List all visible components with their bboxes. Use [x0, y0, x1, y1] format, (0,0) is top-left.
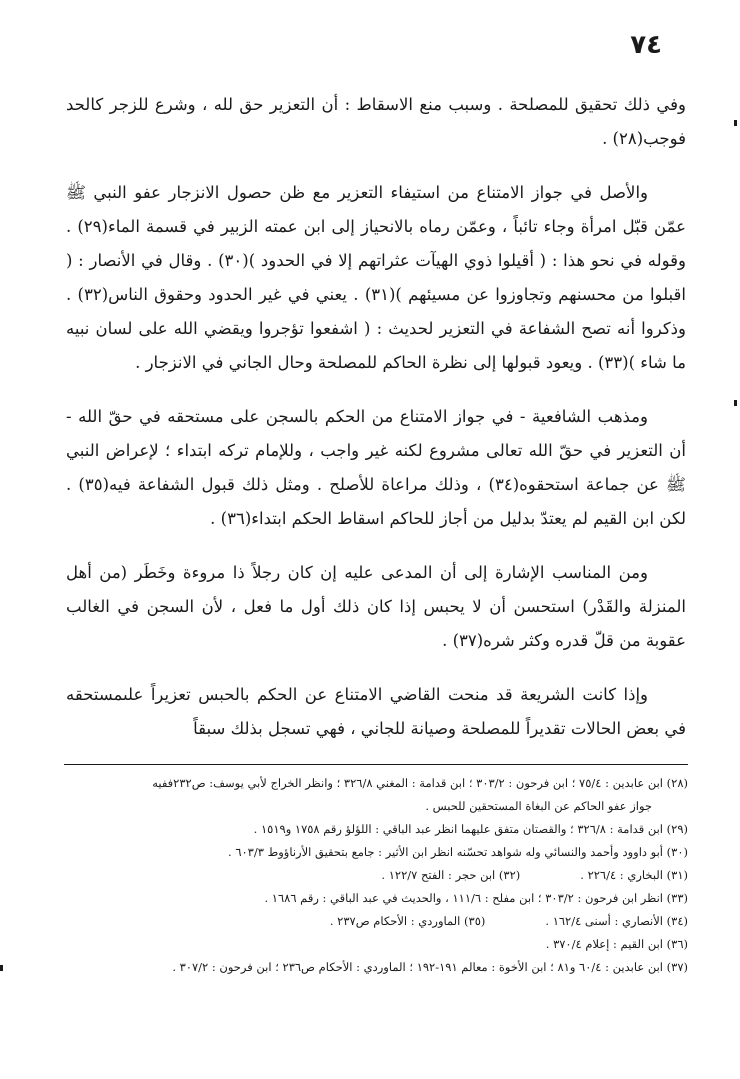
- footnote: جواز عفو الحاكم عن البغاة المستحقين للحبس .: [425, 799, 652, 813]
- paragraph: والأصل في جواز الامتناع من استيفاء التعزير مع ظن حصول الانزجار عفو النبي ﷺ عمّن قبّل امرأة وجاء تائباً ، وعمّن رماه بالانحياز إلى ابن عمته الزبير في قسمة الماء(٢٩) . وقوله في نحو هذا : ( أقيلوا ذوي الهيآت عثراتهم إلا في الحدود )(٣٠) . وقال في الأنصار : ( اقبلوا من محسنهم وتجاوزوا عن مسيئهم )(٣١) . يعني في غير الحدود وحقوق الناس(٣٢) . وذكروا أنه تصح الشفاعة في التعزير لحديث : ( اشفعوا تؤجروا ويقضي الله على لسان نبيه ما شاء )(٣٣) . ويعود قبولها إلى نظرة الحاكم للمصلحة وحال الجاني في الانزجار .: [66, 183, 686, 372]
- footnotes: [66, 772, 688, 979]
- footnote: (٢٨) ابن عابدين : ٧٥/٤ ؛ ابن فرحون : ٣٠٣/٢ ؛ ابن قدامة : المغني ٣٢٦/٨ ؛ وانظر الخراج لأبي يوسف: ص٢٣٢ففيه: [152, 776, 688, 790]
- scan-edge-mark: [734, 400, 737, 406]
- paragraph: وإذا كانت الشريعة قد منحت القاضي الامتناع عن الحكم بالحبس تعزيراً علىمستحقه في بعض الحالات تقديراً للمصلحة وصيانة للجاني ، فهي تسجل بذلك سبقاً: [66, 685, 686, 738]
- footnote: (٢٩) ابن قدامة : ٣٢٦/٨ ؛ والقصتان متفق عليهما انظر عبد الباقي : اللؤلؤ رقم ١٧٥٨ و١٥١٩ .: [253, 822, 688, 836]
- footnote: (٣٢) ابن حجر : الفتح ١٢٢/٧ .: [381, 868, 521, 882]
- paragraph: وفي ذلك تحقيق للمصلحة . وسبب منع الاسقاط : أن التعزير حق لله ، وشرع للزجر كالحد فوجب(٢٨) .: [66, 95, 686, 148]
- footnote: (٣١) البخاري : ٢٢٦/٤ .: [580, 868, 688, 882]
- footnote-row: [66, 864, 688, 887]
- footnote: (٣٣) انظر ابن فرحون : ٣٠٣/٢ ؛ ابن مفلح : ١١١/٦ ، والحديث في عبد الباقي : رقم ١٦٨٦ .: [264, 891, 688, 905]
- footnote-divider: [64, 764, 688, 765]
- paragraph: ومذهب الشافعية - في جواز الامتناع من الحكم بالسجن على مستحقه في حقّ الله - أن التعزير في حقّ الله تعالى مشروع لكنه غير واجب ، وللإمام تركه ابتداء ؛ لإعراض النبي ﷺ عن جماعة استحقوه(٣٤) ، وذلك مراعاة للأصلح . ومثل ذلك قبول الشفاعة فيه(٣٥) . لكن ابن القيم لم يعتدّ بدليل من أجاز للحاكم اسقاط الحكم ابتداء(٣٦) .: [66, 407, 686, 528]
- footnote: (٣٤) الأنصاري : أسنى ١٦٢/٤ .: [545, 914, 688, 928]
- footnote: (٣٦) ابن القيم : إعلام ٣٧٠/٤ .: [545, 937, 688, 951]
- footnote: (٣٠) أبو داوود وأحمد والنسائي وله شواهد تحسّنه انظر ابن الأثير : جامع بتحقيق الأرناؤوط ٦٠٣/٣ .: [228, 845, 688, 859]
- paragraph: ومن المناسب الإشارة إلى أن المدعى عليه إن كان رجلاً ذا مروءة وخَطَر (من أهل المنزلة والقَدْر) استحسن أن لا يحبس إذا كان ذلك أول ما فعل ، لأن السجن في الغالب عقوبة من قلّ قدره وكثر شره(٣٧) .: [66, 563, 686, 650]
- page-number: ٧٤: [630, 30, 662, 60]
- scan-edge-mark: [734, 120, 737, 126]
- footnote: (٣٥) الماوردي : الأحكام ص٢٣٧ .: [329, 914, 486, 928]
- scan-edge-mark: [0, 965, 3, 971]
- footnote: (٣٧) ابن عابدين : ٦٠/٤ و٨١ ؛ ابن الأخوة : معالم ١٩١-١٩٢ ؛ الماوردي : الأحكام ص٢٣٦ ؛ ابن فرحون : ٣٠٧/٢ .: [172, 960, 688, 974]
- body-text: [66, 88, 686, 766]
- footnote-row: [66, 910, 688, 933]
